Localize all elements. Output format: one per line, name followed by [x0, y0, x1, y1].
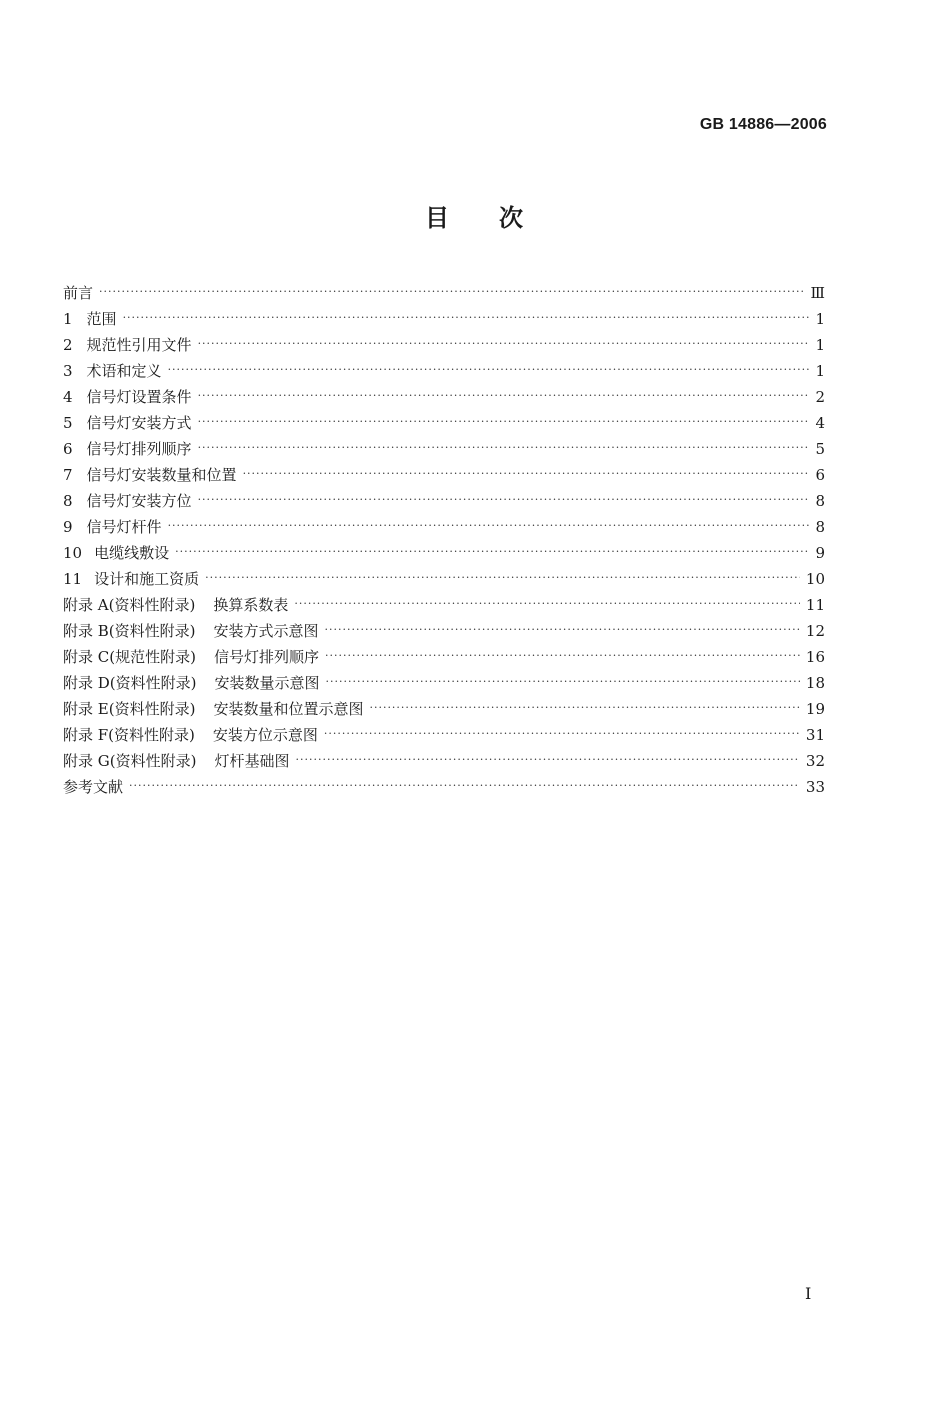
toc-entry-label: 安装方位示意图 [212, 726, 318, 744]
toc-entry-label: 信号灯安装方式 [86, 414, 192, 432]
toc-entry-appendix-prefix: 附录 F(资料性附录) [63, 726, 195, 744]
toc-entry-label: 安装数量和位置示意图 [213, 700, 364, 718]
toc-entry-label: 电缆线敷设 [94, 544, 170, 562]
toc-entry-page: 9 [815, 544, 825, 562]
toc-dot-leader [198, 389, 809, 402]
toc-entry[interactable] [63, 412, 825, 438]
standard-code: GB 14886—2006 [699, 116, 827, 133]
toc-dot-leader [129, 779, 800, 792]
toc-entry-label: 换算系数表 [213, 596, 289, 614]
toc-entry-number: 3 [63, 362, 73, 380]
toc-entry-label: 信号灯设置条件 [86, 388, 192, 406]
toc-entry-label: 信号灯杆件 [86, 518, 162, 536]
toc-dot-leader [324, 727, 800, 740]
toc-entry-number: 10 [63, 544, 83, 562]
toc-dot-leader [168, 363, 809, 376]
toc-entry-label: 范围 [86, 310, 117, 328]
toc-entry-page: 12 [805, 622, 825, 640]
toc-entry-number: 4 [63, 388, 73, 406]
toc-dot-leader [325, 649, 800, 662]
toc-entry[interactable] [63, 594, 825, 620]
toc-entry-appendix-prefix: 附录 E(资料性附录) [63, 700, 196, 718]
toc-entry-page: 16 [805, 648, 825, 666]
toc-entry-label: 规范性引用文件 [86, 336, 192, 354]
toc-entry[interactable] [63, 464, 825, 490]
toc-entry[interactable] [63, 672, 825, 698]
toc-title-char-1: 目 [425, 203, 451, 232]
toc-entry-appendix-prefix: 附录 G(资料性附录) [63, 752, 197, 770]
toc-entry-page: 19 [805, 700, 825, 718]
toc-entry-page: 11 [805, 596, 825, 614]
toc-title [0, 198, 950, 233]
toc-entry-page: 33 [805, 778, 825, 796]
toc-entry-label: 术语和定义 [86, 362, 162, 380]
toc-entry[interactable] [63, 568, 825, 594]
toc-entry[interactable] [63, 620, 825, 646]
toc-entry-page: 8 [815, 518, 825, 536]
toc-dot-leader [198, 337, 809, 350]
toc-entry-appendix-prefix: 附录 A(资料性附录) [63, 596, 196, 614]
toc-entry-number: 9 [63, 518, 73, 536]
toc-entry-number: 6 [63, 440, 73, 458]
toc-dot-leader [198, 493, 809, 506]
toc-dot-leader [123, 311, 809, 324]
toc-entry[interactable] [63, 308, 825, 334]
toc-dot-leader [205, 571, 800, 584]
toc-entry-page: 10 [805, 570, 825, 588]
toc-entry[interactable] [63, 282, 825, 308]
toc-entry[interactable] [63, 698, 825, 724]
toc-entry[interactable] [63, 776, 825, 802]
toc-entry[interactable] [63, 438, 825, 464]
toc-entry-label: 安装数量示意图 [214, 674, 320, 692]
toc-entry[interactable] [63, 542, 825, 568]
toc-entry-label: 灯杆基础图 [214, 752, 290, 770]
toc-entry-number: 1 [63, 310, 73, 328]
toc-entry-label: 信号灯安装方位 [86, 492, 192, 510]
toc-dot-leader [369, 701, 799, 714]
toc-entry-page: Ⅲ [810, 284, 825, 302]
toc-dot-leader [168, 519, 809, 532]
toc-entry-page: 31 [805, 726, 825, 744]
toc-entry-label: 前言 [63, 284, 94, 302]
toc-entry-page: 1 [815, 336, 825, 354]
toc-entry[interactable] [63, 360, 825, 386]
toc-dot-leader [326, 675, 800, 688]
toc-entry-number: 11 [63, 570, 83, 588]
toc-dot-leader [294, 597, 800, 610]
toc-dot-leader [325, 623, 800, 636]
toc-entry[interactable] [63, 386, 825, 412]
toc-entry-page: 2 [815, 388, 825, 406]
toc-title-char-2: 次 [499, 203, 525, 232]
toc-entry[interactable] [63, 490, 825, 516]
toc-entry-page: 6 [815, 466, 825, 484]
page-number: I [805, 1284, 812, 1303]
toc-entry-label: 安装方式示意图 [213, 622, 319, 640]
toc-entry-number: 7 [63, 466, 73, 484]
toc-entry-appendix-prefix: 附录 C(规范性附录) [63, 648, 196, 666]
toc-entry-page: 5 [815, 440, 825, 458]
toc-dot-leader [243, 467, 809, 480]
toc-entry-label: 参考文献 [63, 778, 124, 796]
toc-entry-page: 4 [815, 414, 825, 432]
toc-entry[interactable] [63, 724, 825, 750]
toc-entry-page: 8 [815, 492, 825, 510]
toc-entry-label: 设计和施工资质 [94, 570, 200, 588]
toc-dot-leader [175, 545, 809, 558]
toc-entry-appendix-prefix: 附录 D(资料性附录) [63, 674, 197, 692]
toc-entry-label: 信号灯排列顺序 [213, 648, 319, 666]
toc-list [63, 282, 825, 802]
toc-entry-appendix-prefix: 附录 B(资料性附录) [63, 622, 196, 640]
toc-entry-label: 信号灯安装数量和位置 [86, 466, 237, 484]
toc-entry[interactable] [63, 646, 825, 672]
toc-entry-page: 18 [805, 674, 825, 692]
toc-entry-page: 1 [815, 310, 825, 328]
toc-entry-number: 5 [63, 414, 73, 432]
toc-entry-page: 32 [805, 752, 825, 770]
toc-entry-number: 2 [63, 336, 73, 354]
toc-dot-leader [295, 753, 799, 766]
toc-dot-leader [198, 441, 809, 454]
toc-entry[interactable] [63, 750, 825, 776]
toc-entry[interactable] [63, 334, 825, 360]
toc-entry-page: 1 [815, 362, 825, 380]
toc-entry[interactable] [63, 516, 825, 542]
toc-entry-label: 信号灯排列顺序 [86, 440, 192, 458]
toc-dot-leader [99, 285, 805, 298]
toc-entry-number: 8 [63, 492, 73, 510]
toc-dot-leader [198, 415, 809, 428]
